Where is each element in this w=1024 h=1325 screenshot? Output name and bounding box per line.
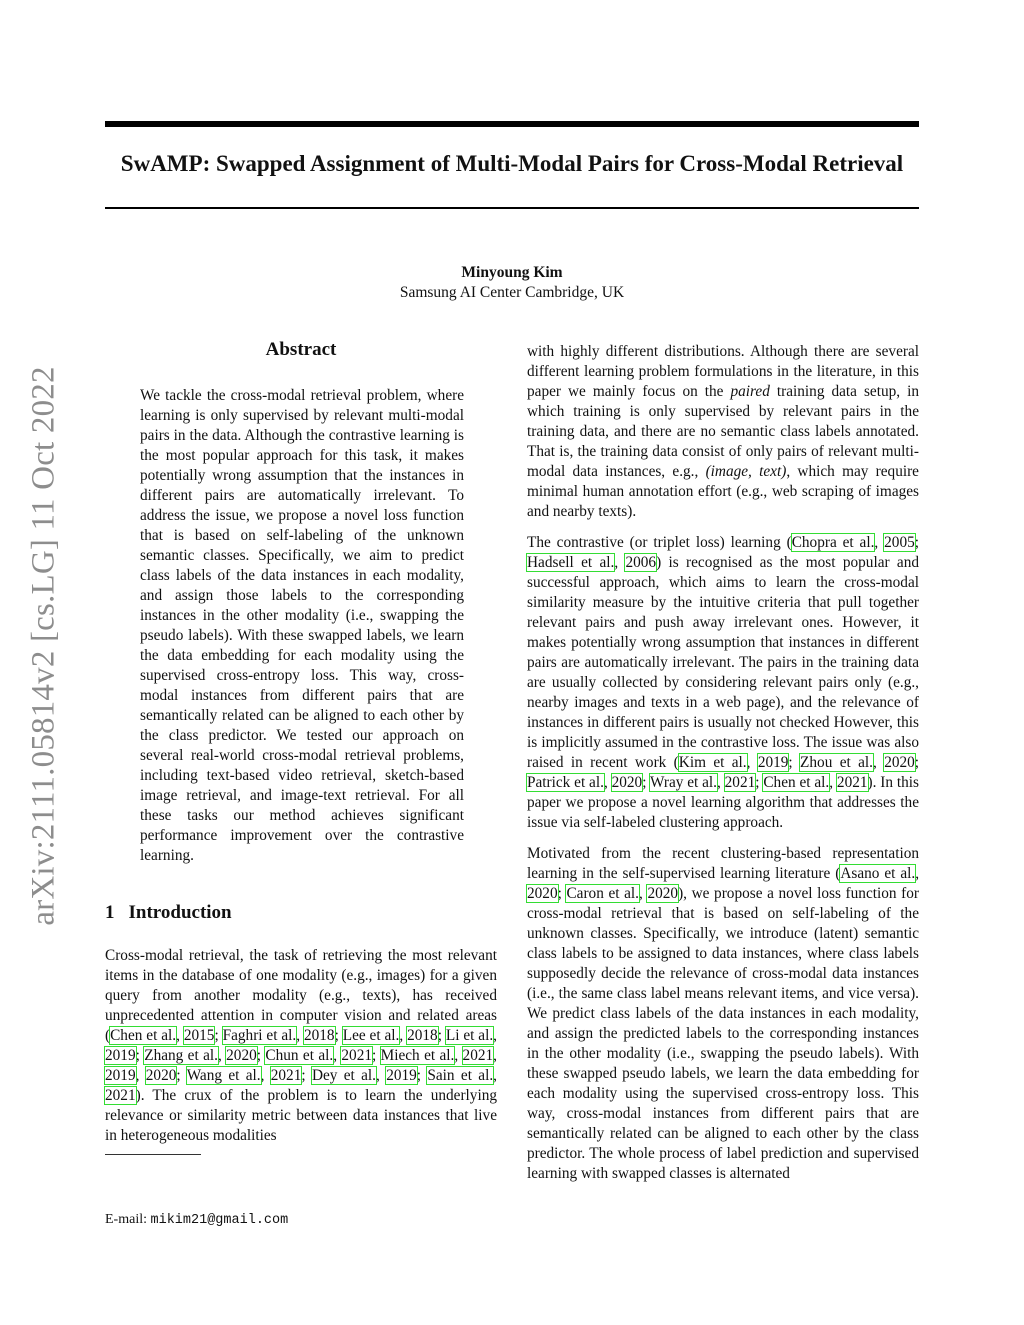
citation-link[interactable]: Zhang et al. xyxy=(144,1047,218,1064)
citation-link[interactable]: Chun et al. xyxy=(265,1047,334,1064)
top-rule xyxy=(105,121,919,127)
citation-link[interactable]: Miech et al. xyxy=(380,1047,455,1064)
para-text: training data setup, in which training is only supervised by relevant pairs in the training data, and there are no semantic class labels annotated. That is, the training data consist of only pairs of relevant multi-modal data instances, e.g., xyxy=(527,383,919,480)
math-expression: (image, text) xyxy=(705,463,787,480)
intro-paragraph: Cross-modal retrieval, the task of retrieving the most relevant items in the database of one modality (e.g., images) for a given query from another modality (e.g., texts), has received unprecedented attention in computer vision and related areas (Chen et al., 2015; Faghri et al., 2018; Lee et al., 2018; Li et al., 2019; Zhang et al., 2020; Chun et al., 2021; Miech et al., 2021, 2019, 2020; Wang et al., 2021; Dey et al., 2019; Sain et al., 2021). The crux of the problem is to learn the underlying relevance or similarity metric between data instances that live in heterogeneous modalities xyxy=(105,947,497,1144)
citation-link[interactable]: Caron et al. xyxy=(566,885,640,902)
citation-link[interactable]: Asano et al. xyxy=(840,865,916,882)
paragraph: The contrastive (or triplet loss) learning (Chopra et al., 2005; Hadsell et al., 2006) is recognised as the most popular and successful approach, which aims to learn the cross-modal similarity measure by the intuitive criteria that pull together relevant pairs and push away irrelevant ones. However, it makes potentially wrong assumption that instances in different pairs are automatically irrelevant. The pairs in the training data are usually collected by considering relevant pairs only (e.g., nearby images and texts in a web page), and the relevance of instances in different pairs is usually not checked However, this is implicitly assumed in the contrastive loss. The issue was also raised in recent work (Kim et al., 2019; Zhou et al., 2020; Patrick et al., 2020; Wray et al., 2021; Chen et al., 2021). In this paper we propose a novel learning algorithm that addresses the issue via self-labeled clustering approach. xyxy=(527,534,920,831)
author-name: Minyoung Kim xyxy=(461,264,563,281)
citation-link[interactable]: 2015 xyxy=(183,1027,215,1044)
citation-link[interactable]: 2020 xyxy=(647,885,679,902)
para-text: with highly different distributions. Although there are several different learning problem formulations in the literature, in this paper we mainly focus on the xyxy=(527,343,919,400)
citation-link[interactable]: Patrick et al. xyxy=(527,774,604,791)
citation-link[interactable]: Li et al. xyxy=(445,1027,494,1044)
citation-link[interactable]: 2019 xyxy=(105,1067,136,1084)
paragraph: Motivated from the recent clustering-based representation learning in the self-supervised learning literature (Asano et al., 2020; Caron et al., 2020), we propose a novel loss function for cross-modal retrieval that is based on self-labeling of the unknown classes. Specifically, we introduce (latent) semantic class labels to be assigned to data instances, where class labels supposedly decide the relevance of cross-modal data instances (i.e., the same class label means relevant items, and vice versa). We predict class labels of the data instances in each modality, and assign the predicted labels to the corresponding instances in the other modality (i.e., swapping the pseudo labels). With these swapped pseudo labels, we learn the data embedding for each modality using the supervised cross-entropy loss. This way, cross-modal instances from different pairs that are semantically related can be aligned to each other by the class predictor. The whole process of label prediction and supervised learning with swapped classes is alternated xyxy=(527,845,920,1182)
citation-link[interactable]: 2021 xyxy=(270,1067,302,1084)
citation-link[interactable]: 2021 xyxy=(105,1087,136,1104)
citation-link[interactable]: 2021 xyxy=(462,1047,494,1064)
emphasis: paired xyxy=(730,383,770,400)
para-text: ). In this paper we propose a novel learning algorithm that addresses the issue via self-labeled clustering approach. xyxy=(527,774,919,831)
citation-link[interactable]: 2021 xyxy=(724,774,756,791)
citation-link[interactable]: Chen et al. xyxy=(763,774,830,791)
citation-link[interactable]: 2018 xyxy=(303,1027,335,1044)
citation-link[interactable]: Sain et al. xyxy=(427,1067,494,1084)
para-text: , which may require minimal human annotation effort (e.g., web scraping of images and nearby texts). xyxy=(527,463,919,520)
citation-link[interactable]: 2005 xyxy=(884,534,915,551)
footnote xyxy=(105,1212,288,1228)
citation-link[interactable]: 2019 xyxy=(105,1047,136,1064)
citation-link[interactable]: 2019 xyxy=(386,1067,417,1084)
citation-link[interactable]: Kim et al. xyxy=(678,754,747,771)
citation-link[interactable]: Dey et al. xyxy=(311,1067,377,1084)
citation-link[interactable]: Hadsell et al. xyxy=(527,554,615,571)
intro-text: Cross-modal retrieval, the task of retrieving the most relevant items in the database of one modality (e.g., images) for a given query from another modality (e.g., texts), has received unprecedented attention in computer vision and related areas ( xyxy=(105,947,497,1044)
para-text: Motivated from the recent clustering-based representation learning in the self-supervised learning literature ( xyxy=(527,845,919,882)
citation-link[interactable]: 2020 xyxy=(527,885,558,902)
para-text: The contrastive (or triplet loss) learning ( xyxy=(527,534,792,551)
citation-link[interactable]: 2018 xyxy=(407,1027,438,1044)
author-affiliation: Samsung AI Center Cambridge, UK xyxy=(399,284,625,301)
right-column xyxy=(527,342,919,1195)
citation-link[interactable]: 2020 xyxy=(884,754,915,771)
para-text: ), we propose a novel loss function for cross-modal retrieval that is based on self-labeling of the unknown classes. Specifically, we introduce (latent) semantic class labels to be assigned to data instances, where class labels supposedly decide the relevance of cross-modal data instances (i.e., the same class label means relevant items, and vice versa). We predict class labels of the data instances in each modality, and assign the predicted labels to the corresponding instances in the other modality (i.e., swapping the pseudo labels). With these swapped pseudo labels, we learn the data embedding for each modality using the supervised cross-entropy loss. This way, cross-modal instances from different pairs that are semantically related can be aligned to each other by the class predictor. The whole process of label prediction and supervised learning with swapped classes is alternated xyxy=(527,885,919,1182)
citation-link[interactable]: 2021 xyxy=(836,774,868,791)
abstract-text: We tackle the cross-modal retrieval problem, where learning is only supervised by relevant multi-modal pairs in the data. Although the contrastive learning is the most popular approach for this task, it makes potentially wrong assumption that the instances in different pairs are automatically irrelevant. To address the issue, we propose a novel loss function that is based on self-labeling of the unknown semantic classes. Specifically, we aim to predict class labels of the data instances in each modality, and assign those labels to the corresponding instances in the other modality (i.e., swapping the pseudo labels). With these swapped labels, we learn the data embedding for each modality using the supervised cross-entropy loss. This way, cross-modal instances from different pairs that are semantically related can be aligned to each other by the class predictor. We tested our approach on several real-world cross-modal retrieval problems, including text-based video retrieval, sketch-based image retrieval, and image-text retrieval. For all these tasks our method achieves significant performance improvement over the contrastive learning. xyxy=(140,387,464,864)
intro-text: ). The crux of the problem is to learn the underlying relevance or similarity metric between data instances that live in heterogeneous modalities xyxy=(105,1087,497,1144)
citation-link[interactable]: 2021 xyxy=(341,1047,372,1064)
citation-link[interactable]: Zhou et al. xyxy=(800,754,873,771)
section-heading xyxy=(105,902,232,924)
arxiv-watermark xyxy=(19,350,69,942)
citation-link[interactable]: 2020 xyxy=(145,1067,177,1084)
arxiv-id: arXiv:2111.05814v2 [cs.LG] 11 Oct 2022 xyxy=(25,366,62,926)
email-link[interactable]: mikim21@gmail.com xyxy=(150,1213,289,1228)
paper-title: SwAMP: Swapped Assignment of Multi-Modal Pairs for Cross-Modal Retrieval xyxy=(120,151,904,176)
section-number: 1 xyxy=(105,902,115,923)
citation-link[interactable]: Lee et al. xyxy=(342,1027,400,1044)
footnote-label: E-mail: xyxy=(105,1212,147,1227)
para-text: ) is recognised as the most popular and successful approach, which aims to learn the cross-modal similarity measure by the intuitive criteria that pull together relevant pairs and push away irrelevant ones. However, it makes potentially wrong assumption that instances in different pairs are automatically irrelevant. The pairs in the training data are usually collected by considering relevant pairs only (e.g., nearby images and texts in a web page), and the relevance of instances in different pairs is usually not checked However, this is implicitly assumed in the contrastive loss. The issue was also raised in recent work ( xyxy=(527,554,919,771)
citation-link[interactable]: Wray et al. xyxy=(650,774,717,791)
citation-link[interactable]: 2006 xyxy=(625,554,657,571)
section-title: Introduction xyxy=(128,902,232,923)
citation-link[interactable]: Chopra et al. xyxy=(791,534,875,551)
paragraph xyxy=(527,342,919,522)
citation-link[interactable]: Chen et al. xyxy=(110,1027,177,1044)
citation-link[interactable]: 2019 xyxy=(757,754,789,771)
citation-link[interactable]: Faghri et al. xyxy=(222,1027,297,1044)
citation-link[interactable]: 2020 xyxy=(226,1047,257,1064)
title-bottom-rule xyxy=(105,207,919,209)
abstract-heading: Abstract xyxy=(265,339,337,360)
citation-link[interactable]: 2020 xyxy=(611,774,643,791)
footnote-rule xyxy=(105,1154,201,1155)
citation-link[interactable]: Wang et al. xyxy=(186,1067,261,1084)
